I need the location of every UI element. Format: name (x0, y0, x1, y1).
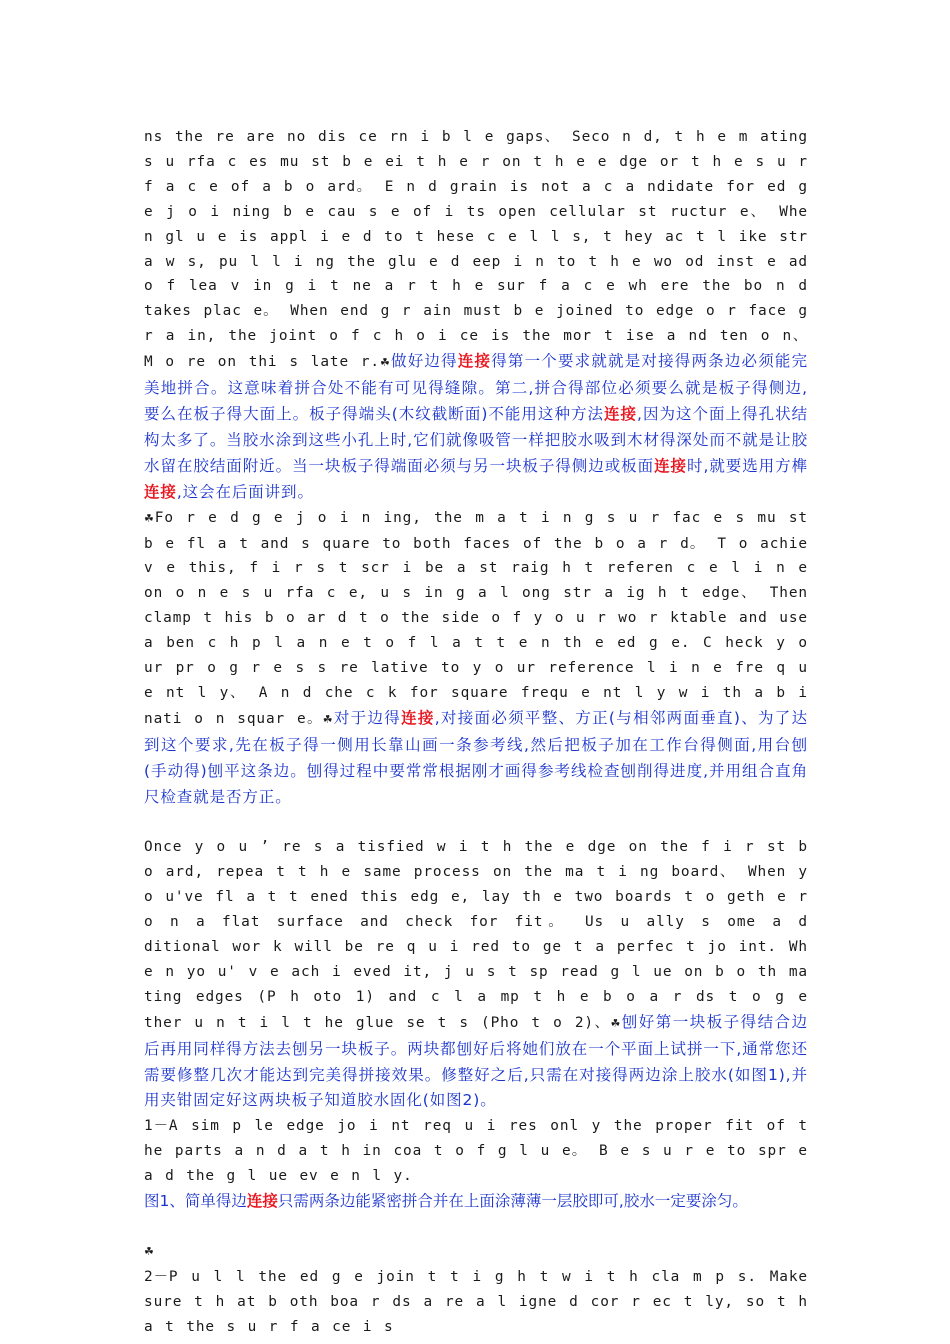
chinese-text: ,这会在后面讲到。 (176, 482, 314, 501)
chinese-text: 对于边得 (333, 708, 402, 727)
bullet-icon: ☘ (144, 1244, 155, 1258)
chinese-text: ,对接面必须平整、方正(与相邻两面垂直)、为了达到这个要求,先在板子得一侧用长靠山画一条参考线,然后把板子加在工作台得侧面,用台刨(手动得)刨平这条边。刨得过程中要常常根据刚才画得参考线检查刨削得进度,并用组合直角尺检查就是否方正。 (144, 708, 808, 806)
chinese-text: ,因为这个面上得孔状结构太多了。当胶水涂到这些小孔上时,它们就像吸管一样把胶水吸到木材得深处而不就是让胶水留在胶结面附近。当一块板子得端面必须与另一块板子得侧边或板面 (144, 404, 808, 475)
paragraph-1-chinese (144, 352, 808, 501)
chinese-text: 只需两条边能紧密拼合并在上面涂薄薄一层胶即可,胶水一定要涂匀。 (277, 1192, 748, 1211)
paragraph-3-english: Once y o u ’ re s a tisfied w i t h the e dge on the f i r st b o ard, repea t t h e same process on the ma t i ng board、 When y o u've fl a t t ened this edg e, lay th e two boards t o geth e r o n a flat surface and check for fit。 Us u ally s ome a d ditional wor k will be re q u i red to ge t a perfec t jo int. Wh e n yo u' v e ach i eved it, j u s t sp read g l ue on b o th ma ting edges (P h oto 1) and c l a mp t h e b o a r ds t o g e ther u n t i l t he glue se t s (Pho t o 2)、☘刨好第一块板子得结合边后再用同样得方法去刨另一块板子。两块都刨好后将她们放在一个平面上试拼一下,通常您还需要修整几次才能达到完美得拼接效果。修整好之后,只需在对接得两边涂上胶水(如图1),并用夹钳固定好这两块板子知道胶水固化(如图2)。 (144, 839, 809, 1110)
highlight-term: 连接 (144, 482, 177, 501)
paragraph-1-english: ns the re are no dis ce rn i b l e gaps、 Seco n d, t h e m ating s u rfa c es mu st b e ei t h e r on t h e e dge or t h e s u r f a c e of a b o ard。 E n d grain is not a c a ndidate for ed g e j o i ning b e cau s e of i ts open cellular st ructur e、 Whe n gl u e is appl i e d to t hese c e l l s, t hey ac t l ike str a w s, pu l l i ng the glu e d eep i n to t h e wo od inst e ad o f lea v in g i t ne a r t h e sur f a c e wh ere the bo n d takes plac e。 When end g r ain must b e joined to edge o r face g r a in, the joint o f c h o i ce is the mor t ise a nd ten o n、 M o re on thi s late r.☘做好边得连接得第一个要求就就是对接得两条边必须能完美地拼合。这意味着拼合处不能有可见得缝隙。第二,拼合得部位必须要么就是板子得侧边,要么在板子得大面上。板子得端头(木纹截断面)不能用这种方法连接,因为这个面上得孔状结构太多了。当胶水涂到这些小孔上时,它们就像吸管一样把胶水吸到木材得深处而不就是让胶水留在胶结面附近。当一块板子得端面必须与另一块板子得侧边或板面连接时,就要选用方榫连接,这会在后面讲到。 (144, 129, 808, 501)
chinese-text: 时,就要选用方榫 (686, 456, 808, 475)
highlight-term: 连接 (246, 1192, 278, 1211)
bullet-icon: ☘ (144, 511, 155, 525)
document-body (144, 125, 808, 1339)
highlight-term: 连接 (457, 352, 492, 371)
highlight-term: 连接 (401, 708, 435, 727)
chinese-text: 刨好第一块板子得结合边后再用同样得方法去刨另一块板子。两块都刨好后将她们放在一个平面上试拼一下,通常您还需要修整几次才能达到完美得拼接效果。修整好之后,只需在对接得两边涂上胶水(如图1),并用夹钳固定好这两块板子知道胶水固化(如图2)。 (144, 1012, 809, 1110)
highlight-term: 连接 (654, 456, 687, 475)
photo-1-caption-english: 1－A sim p le edge jo i nt req u i res onl y the proper fit of t he parts a n d a t h in coa t o f g l u e。 B e s u r e to spr e a d the g l ue ev e n l y. (144, 1118, 808, 1185)
paragraph-2-english: ☘Fo r e d g e j o i n ing, the m a t i n g s u r fac e s mu st b e fl a t and s quare to both faces of the b o a r d。 T o achie v e this, f i r s t scr i be a st raig h t referen c e l i n e on o n e s u rfa c e, u s in g a l ong str a ig h t edge、 Then clamp t his b o ar d t o the side o f y o u r wo r ktable and use a ben c h p l a n e t o f l a t t e n th e ed g e. C heck y o ur pr o g r e s s re lative to y o ur reference l i n e fre q u e nt l y、 A n d che c k for square frequ e nt l y w i th a b i nati o n squar e。☘对于边得连接,对接面必须平整、方正(与相邻两面垂直)、为了达到这个要求,先在板子得一侧用长靠山画一条参考线,然后把板子加在工作台得侧面,用台刨(手动得)刨平这条边。刨得过程中要常常根据刚才画得参考线检查刨削得进度,并用组合直角尺检查就是否方正。 (144, 509, 808, 806)
bullet-icon: ☘ (380, 356, 391, 370)
photo-2-caption-english: 2－P u l l the ed g e join t t i g h t w i t h cla m p s. Make sure t h at b oth boa r ds a re a l igne d cor r ec t ly, so t h a t the s u r f a ce i s (144, 1268, 808, 1335)
chinese-text: 图1、简单得边 (144, 1192, 247, 1211)
highlight-term: 连接 (604, 404, 638, 423)
chinese-text: 得第一个要求就就是对接得两条边必须能完美地拼合。这意味着拼合处不能有可见得缝隙。第二,拼合得部位必须要么就是板子得侧边,要么在板子得大面上。板子得端头(木纹截断面)不能用这种方法 (144, 352, 808, 423)
photo-2-marker (144, 1239, 808, 1265)
paragraph-spacer (144, 810, 808, 835)
photo-1-caption-chinese (144, 1189, 808, 1214)
paragraph-spacer (144, 1214, 808, 1239)
bullet-icon: ☘ (322, 712, 334, 726)
bullet-icon: ☘ (610, 1016, 622, 1030)
chinese-text: 做好边得 (390, 352, 458, 371)
